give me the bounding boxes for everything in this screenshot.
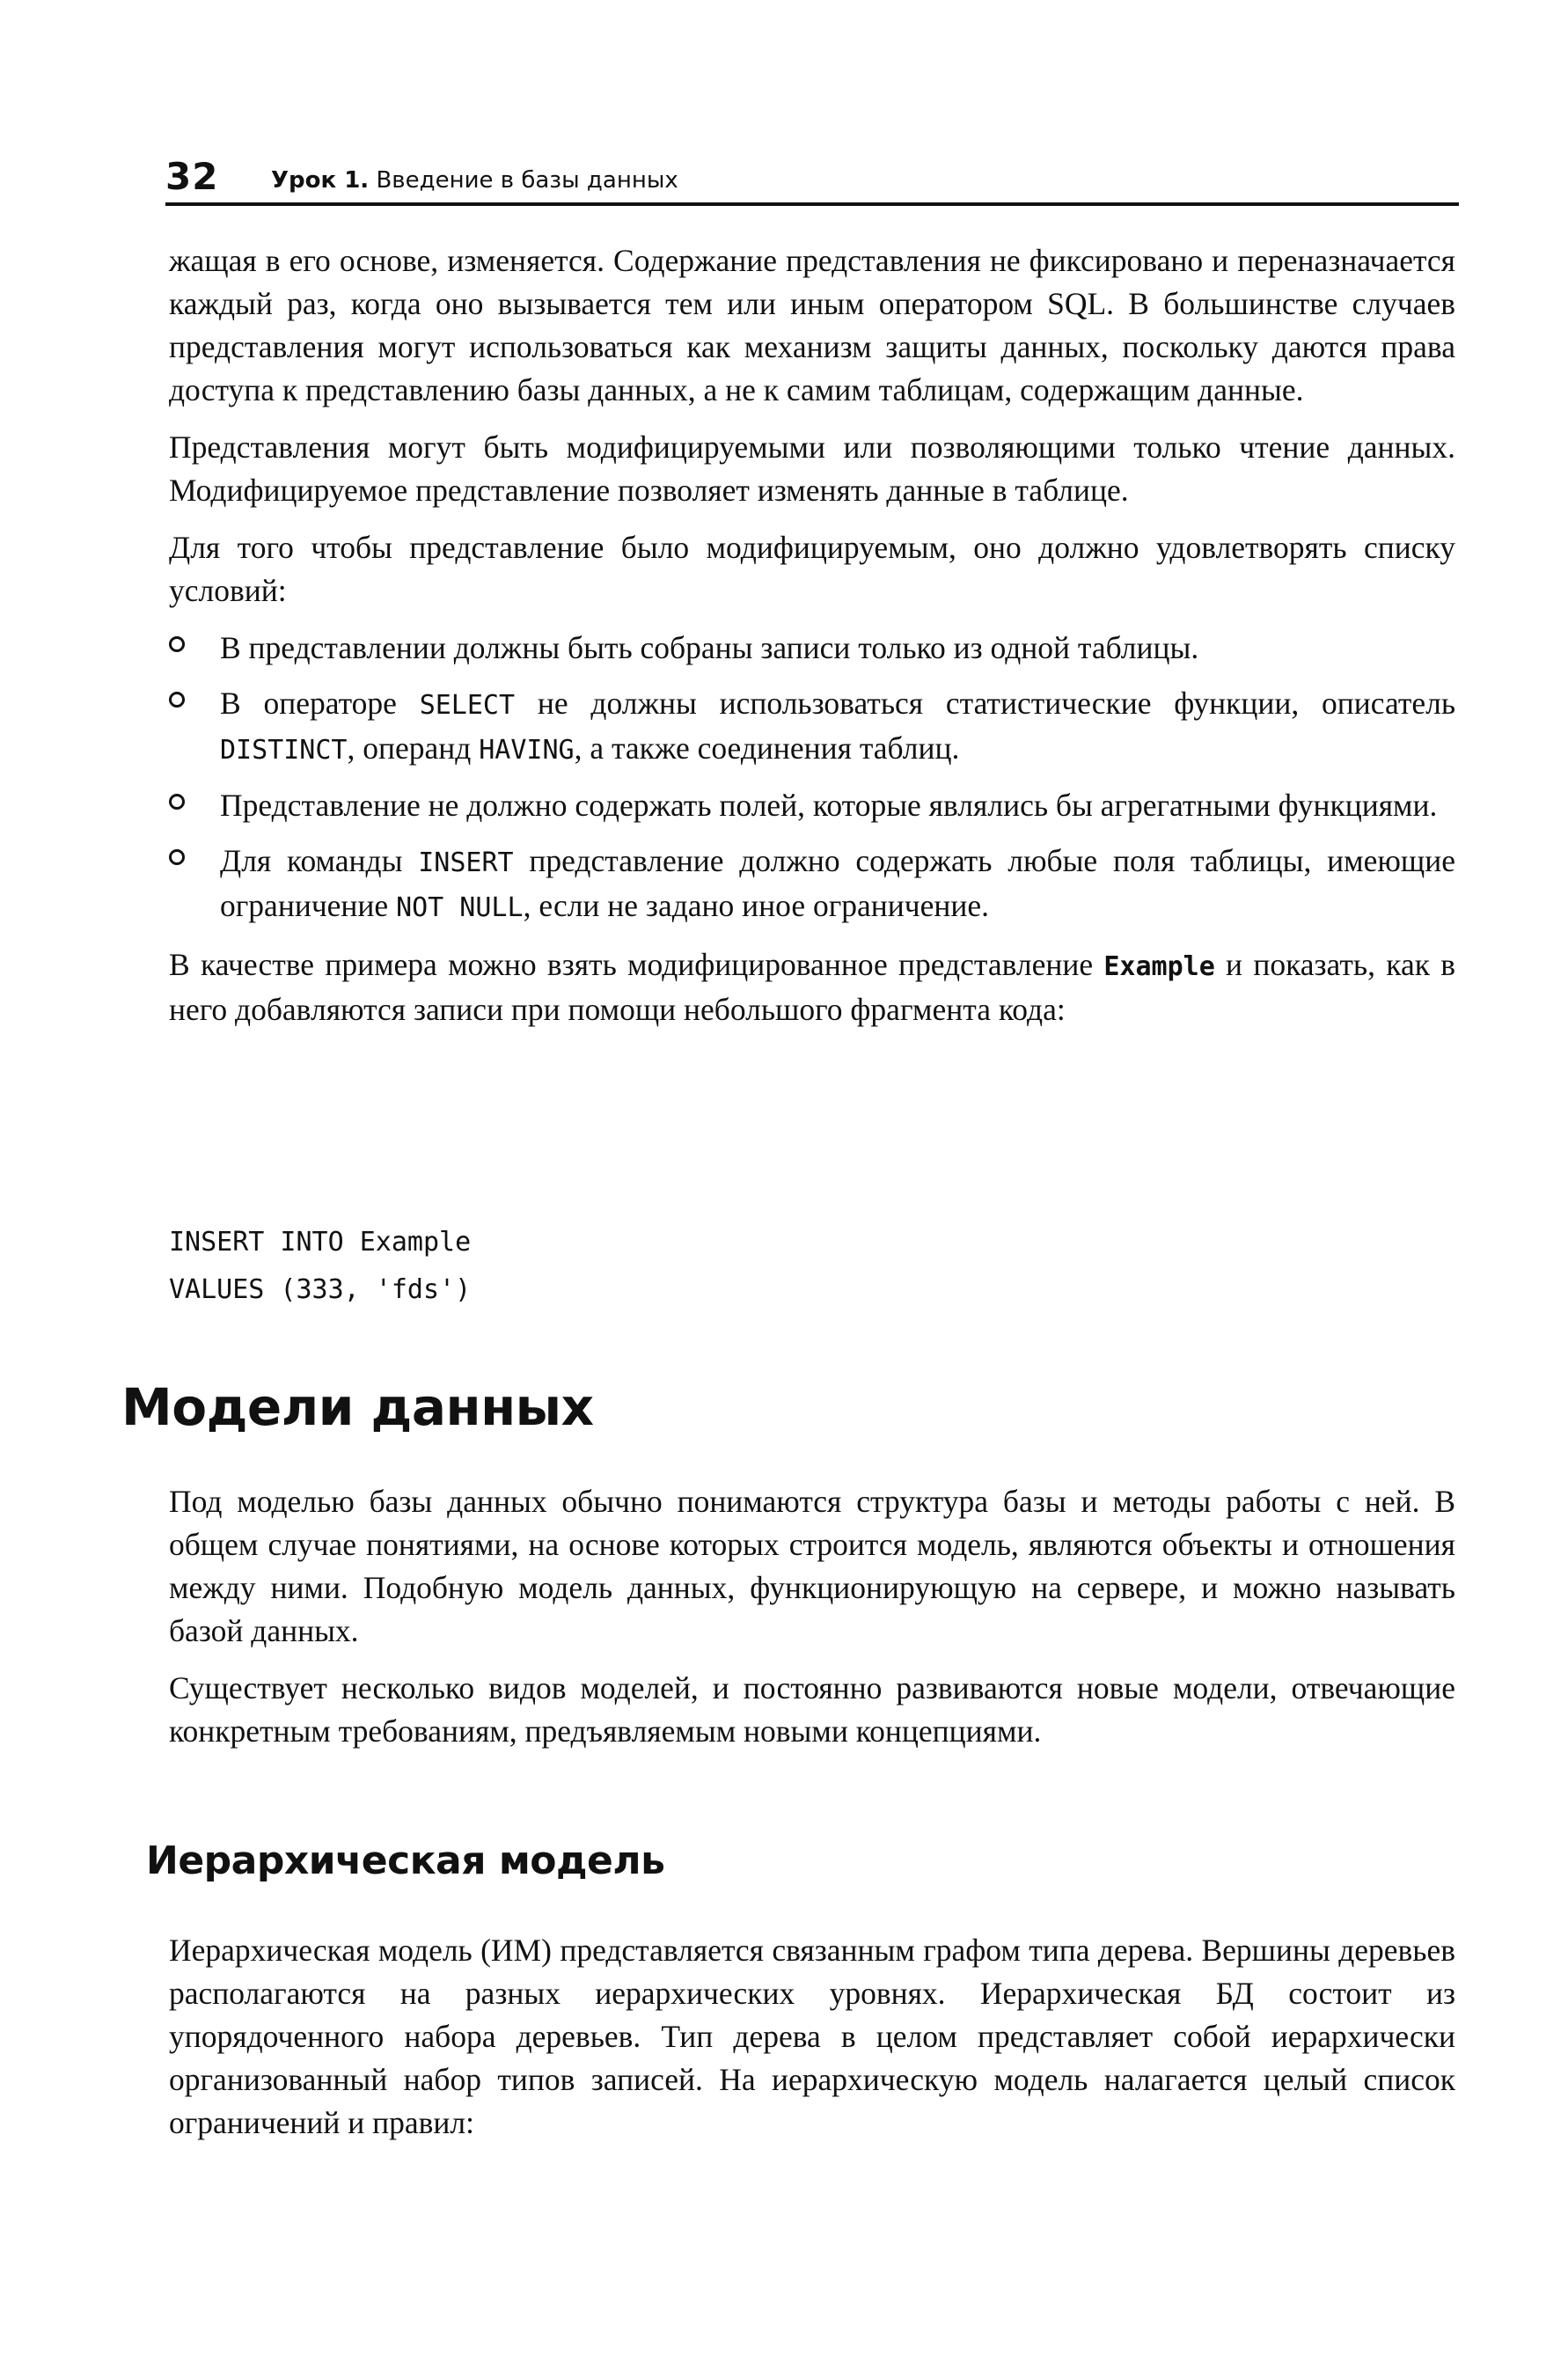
section-heading-data-models: Модели данных [121,1377,594,1437]
inline-code: HAVING [479,735,575,766]
list-item-text: , если не задано иное ограничение. [523,888,990,923]
code-line: VALUES (333, 'fds') [169,1274,472,1305]
inline-code: Example [1103,951,1215,982]
inline-code: INSERT [418,847,514,878]
list-item [169,840,1455,929]
list-item [169,682,1455,772]
paragraph-text: В качестве примера можно взять модифицированное представление [169,947,1104,982]
paragraph: Иерархическая модель (ИМ) представляется связанным графом типа дерева. Вершины деревьев располагаются на разных иерархических уровнях. Иерархическая БД состоит из упорядоченного набора деревьев. Тип дерева в целом представляет собой иерархически организованный набор типов записей. На иерархическую модель налагается целый список ограничений и правил: [169,1933,1455,2140]
bullet-circle-icon [169,794,185,810]
subsection-heading-hierarchical-model: Иерархическая модель [146,1838,665,1883]
page-number: 32 [165,155,219,198]
paragraph: жащая в его основе, изменяется. Содержание представления не фиксировано и переназначается каждый раз, когда оно вызывается тем или иным оператором SQL. В большинстве случаев представления могут использоваться как механизм защиты данных, поскольку даются права доступа к представлению базы данных, а не к самим таблицам, содержащим данные. [169,243,1455,407]
list-item-text: В представлении должны быть собраны записи только из одной таблицы. [220,630,1199,665]
list-item [169,784,1455,827]
inline-code: SELECT [419,690,516,721]
section-hierarchical-model-text [169,1929,1455,2159]
list-item-text: , а также соединения таблиц. [574,730,960,766]
list-item-text: В операторе [220,686,420,721]
header-chapter-title: Введение в базы данных [376,167,678,194]
bullet-circle-icon [169,636,185,652]
paragraph: Для того чтобы представление было модифицируемым, оно должно удовлетворять списку условий: [169,530,1455,608]
bullet-circle-icon [169,849,185,865]
section-data-models-text [169,1480,1455,1767]
list-item-text: Представление не должно содержать полей, которые являлись бы агрегатными функциями. [220,788,1438,823]
paragraph-text: и показать, как в него добавляются записи при помощи небольшого фрагмента кода: [169,947,1455,1027]
header-lesson: Урок 1. [271,167,370,194]
code-block [169,1219,471,1314]
list-item-text: не должны использоваться статистические функции, описатель [515,686,1456,721]
conditions-list [169,627,1455,929]
header-title [271,167,678,194]
list-item-text: , операнд [347,730,480,766]
paragraph: Существует несколько видов моделей, и постоянно развиваются новые модели, отвечающие конкретным требованиям, предъявляемым новыми концепциями. [169,1670,1455,1749]
running-header [165,150,1459,206]
list-item-text: представление должно содержать любые поля таблицы, имеющие ограничение [220,843,1455,923]
bullet-circle-icon [169,692,185,708]
paragraph: Под моделью базы данных обычно понимаются структура базы и методы работы с ней. В общем случае понятиями, на основе которых строится модель, являются объекты и отношения между ними. Подобную модель данных, функционирующую на сервере, и можно называть базой данных. [169,1484,1455,1648]
paragraph: Представления могут быть модифицируемыми или позволяющими только чтение данных. Модифицируемое представление позволяет изменять данные в таблице. [169,429,1455,508]
section-views-text [169,239,1455,1045]
code-line: INSERT INTO Example [169,1227,472,1258]
list-item-text: Для команды [220,843,419,878]
paragraph [169,943,1455,1031]
inline-code: DISTINCT [220,735,348,766]
inline-code: NOT NULL [396,892,524,923]
list-item [169,627,1455,670]
